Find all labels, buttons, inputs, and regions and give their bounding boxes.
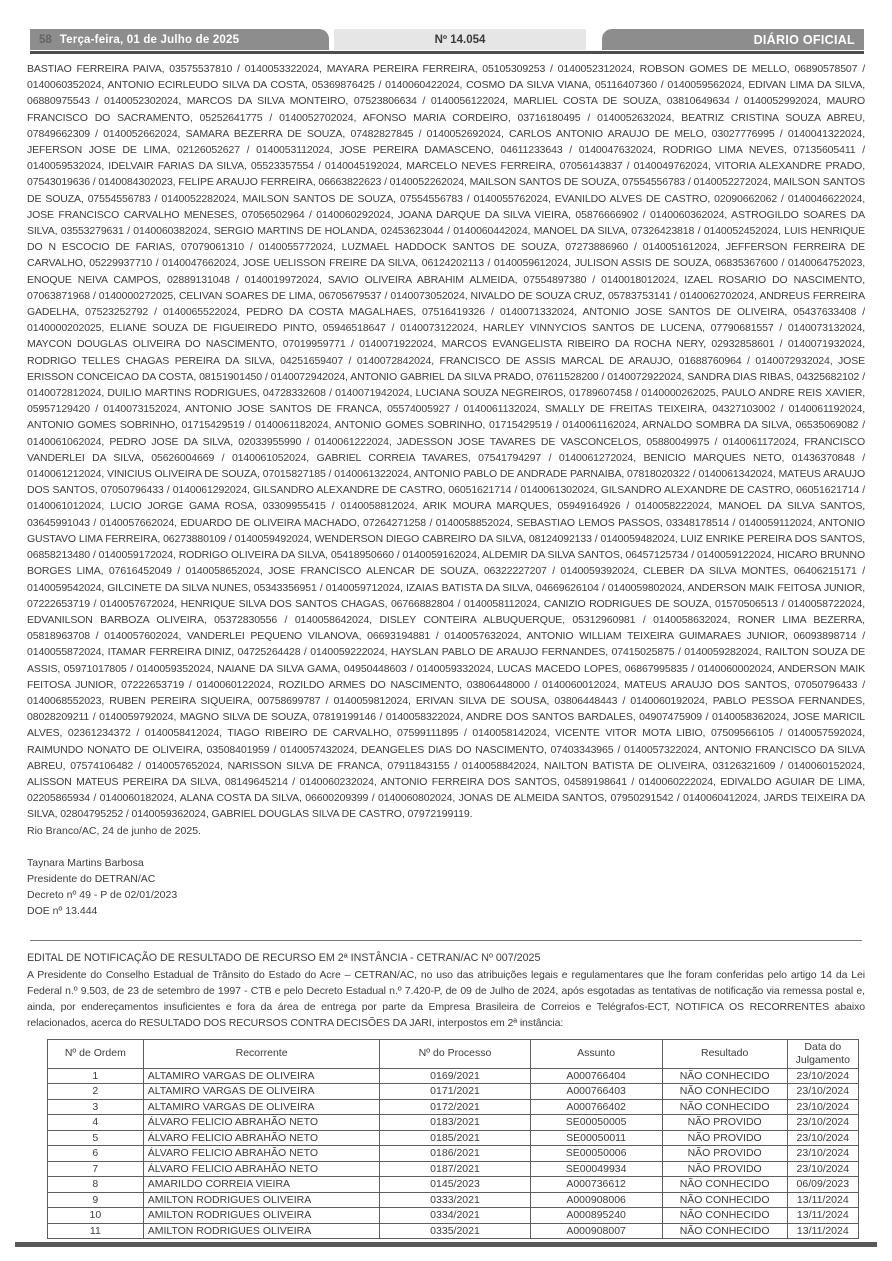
- table-row: [48, 1161, 859, 1177]
- table-cell: 0171/2021: [380, 1084, 530, 1100]
- table-cell: A000766402: [530, 1099, 662, 1115]
- table-cell: 8: [48, 1177, 144, 1193]
- table-cell: 0183/2021: [380, 1115, 530, 1131]
- table-cell: NÃO CONHECIDO: [662, 1192, 787, 1208]
- page-content: [27, 61, 865, 1239]
- col-header-resultado: Resultado: [662, 1039, 787, 1068]
- table-cell: 0145/2023: [380, 1177, 530, 1193]
- table-cell: ALTAMIRO VARGAS DE OLIVEIRA: [143, 1068, 380, 1084]
- bottom-rule: [15, 1242, 877, 1247]
- table-cell: ÁLVARO FELICIO ABRAHÃO NETO: [143, 1115, 380, 1131]
- table-cell: ÁLVARO FELICIO ABRAHÃO NETO: [143, 1146, 380, 1162]
- table-cell: 6: [48, 1146, 144, 1162]
- table-cell: 23/10/2024: [787, 1068, 858, 1084]
- table-cell: 23/10/2024: [787, 1115, 858, 1131]
- table-cell: 4: [48, 1115, 144, 1131]
- table-cell: 3: [48, 1099, 144, 1115]
- header-rule: [30, 51, 864, 54]
- edition-number: Nº 14.054: [434, 33, 486, 46]
- edital-body-paragraph: A Presidente do Conselho Estadual de Trânsito do Estado do Acre – CETRAN/AC, no uso das atribuições legais e regulamentares que lhe foram conferidas pelo artigo 14 da Lei Federal n.º 9.503, de 23 de setembro de 1997 - CTB e pelo Decreto Estadual n.º 7.420-P, de 09 de Julho de 2024, após esgotadas as tentativas de notificação via remessa postal e, ainda, por endereçamentos insuficientes e fora da área de entrega por parte da Empresa Brasileira de Correios e Telégrafos-ECT, NOTIFICA OS RECORRENTES abaixo relacionados, acerca do RESULTADO DOS RECURSOS CONTRA DECISÕES DA JARI, interpostos em 2ª instância:: [27, 968, 865, 1030]
- signatory-decree: Decreto nº 49 - P de 02/01/2023: [27, 889, 178, 902]
- col-header-assunto: Assunto: [530, 1039, 662, 1068]
- header-masthead-bar: [602, 29, 864, 50]
- table-cell: SE00050011: [530, 1130, 662, 1146]
- table-cell: A000736612: [530, 1177, 662, 1193]
- table-cell: 0334/2021: [380, 1208, 530, 1224]
- table-cell: 0185/2021: [380, 1130, 530, 1146]
- table-cell: AMILTON RODRIGUES OLIVEIRA: [143, 1208, 380, 1224]
- table-cell: 0333/2021: [380, 1192, 530, 1208]
- table-cell: 23/10/2024: [787, 1146, 858, 1162]
- col-header-data-julgamento: Data do Julgamento: [787, 1039, 858, 1068]
- table-cell: A000908007: [530, 1223, 662, 1239]
- table-cell: 13/11/2024: [787, 1192, 858, 1208]
- table-cell: NÃO CONHECIDO: [662, 1177, 787, 1193]
- table-cell: 7: [48, 1161, 144, 1177]
- edital-title: EDITAL DE NOTIFICAÇÃO DE RESULTADO DE RECURSO EM 2ª INSTÂNCIA - CETRAN/AC Nº 007/2025: [27, 951, 541, 964]
- table-cell: 0335/2021: [380, 1223, 530, 1239]
- table-cell: NÃO CONHECIDO: [662, 1099, 787, 1115]
- table-cell: AMILTON RODRIGUES OLIVEIRA: [143, 1223, 380, 1239]
- table-cell: NÃO PROVIDO: [662, 1146, 787, 1162]
- table-cell: NÃO CONHECIDO: [662, 1223, 787, 1239]
- table-cell: ÁLVARO FELICIO ABRAHÃO NETO: [143, 1161, 380, 1177]
- table-cell: NÃO CONHECIDO: [662, 1084, 787, 1100]
- table-cell: 13/11/2024: [787, 1208, 858, 1224]
- masthead-title: DIÁRIO OFICIAL: [753, 32, 855, 47]
- header-date: Terça-feira, 01 de Julho de 2025: [59, 33, 240, 46]
- notified-names-paragraph: BASTIAO FERREIRA PAIVA, 03575537810 / 0140053322024, MAYARA PEREIRA FERREIRA, 05105309253 / 0140052312024, ROBSON GOMES DE MELLO, 06890578507 / 0140060352024, ANTONIO ECIRLEUDO SILVA DA COSTA, 05369876425 / 0140060422024, COSMO DA SILVA VIANA, 05116407360 / 0140059562024, EDIVAN LIMA DA SILVA, 06880975543 / 0140052302024, MARCOS DA SILVA MONTEIRO, 07523806634 / 0140056122024, MARLIEL COSTA DE SOUZA, 03810649634 / 0140052992024, MAURO FRANCISCO DO SACRAMENTO, 05252641775 / 0140052702024, AFONSO MARIA CORDEIRO, 03716180495 / 0140052632024, BEATRIZ CRISTINA SOUZA ABREU, 07849662309 / 0140052662024, SAMARA BEZERRA DE SOUZA, 07482827845 / 0140052692024, CARLOS ANTONIO ARAUJO DE MELO, 03027776995 / 0140041322024, JEFERSON JOSE DE LIMA, 02126052627 / 0140053112024, JOSE PEREIRA DAMASCENO, 04611233643 / 0140047632024, RODRIGO LIMA NEVES, 07135605411 / 0140059532024, IDELVAIR FARIAS DA SILVA, 05523357554 / 0140045192024, MARCELO NEVES FERREIRA, 07056143837 / 0140049762024, VITORIA ALEXANDRE PRADO, 07543019636 / 0140084302023, FELIPE ARAUJO FERREIRA, 06663822623 / 0140052262024, MAILSON SANTOS DE SOUZA, 07554556783 / 0140052272024, MAILSON SANTOS DE SOUZA, 07554556783 / 0140052282024, MAILSON SANTOS DE SOUZA, 07554556783 / 0140055762024, EVANILDO ALVES DE CASTRO, 02090662062 / 0140046622024, JOSE FRANCISCO CARVALHO MENESES, 07056502964 / 0140060292024, JOANA DARQUE DA SILVA VIEIRA, 05876666902 / 0140060362024, ASTROGILDO SOARES DA SILVA, 03553279631 / 0140060382024, SERGIO MARTINS DE HOLANDA, 02453623044 / 0140060442024, MANOEL DA SILVA, 07326423818 / 0140052452024, LUIS HENRIQUE DO N ESCOCIO DE FARIAS, 07079061310 / 0140055772024, LUZMAEL HADDOCK SANTOS DE SOUZA, 07273886960 / 0140051612024, JEFFERSON FERREIRA DE CARVALHO, 05229937710 / 0140047662024, JOSE UELISSON FREIRE DA SILVA, 06124202113 / 0140059612024, JULISON ASSIS DE SOUZA, 06835367600 / 0140064752023, ENOQUE NEIVA CAMPOS, 02889131048 / 0140019972024, SAVIO OLIVEIRA ABRAHIM ALMEIDA, 07554897380 / 0140018012024, IZAEL ROSARIO DO NASCIMENTO, 07063871968 / 0140000272025, CELIVAN SOARES DE LIMA, 06705679537 / 0140073052024, NIVALDO DE SOUZA CRUZ, 05783753141 / 0140062702024, ANDREUS FERREIRA GADELHA, 07523252792 / 0140065522024, PEDRO DA COSTA MAGALHAES, 07516419326 / 0140071332024, ANTONIO JOSE SANTOS DE OLIVEIRA, 05437633408 / 0140000202025, ELIANE SOUZA DE FIGUEIREDO PINTO, 05946518647 / 0140073122024, HARLEY VINNYCIOS SANTOS DE LUCENA, 07790681557 / 0140073132024, MAYCON DOUGLAS OLIVEIRA DO NASCIMENTO, 07019959771 / 0140071922024, MARCOS EVANGELISTA RIBEIRO DA ROCHA NERY, 02932858601 / 0140071932024, RODRIGO TELLES CHAGAS PEREIRA DA SILVA, 04251659407 / 0140072842024, FRANCISCO DE ASSIS MARCAL DE ARAUJO, 01688760964 / 0140072932024, JOSE ERISSON CONCEICAO DA COSTA, 08151901450 / 0140072942024, ANTONIO GABRIEL DA SILVA PRADO, 07611528200 / 0140072922024, SANDRA DIAS RIBAS, 04325682102 / 0140072812024, DUILIO MARTINS RODRIGUES, 04728332608 / 0140071942024, LUCIANA SOUZA NEGREIROS, 01789607458 / 0140000262025, PAULO ANDRE REIS XAVIER, 05957129420 / 0140073152024, ANTONIO JOSE SANTOS DE FRANCA, 05574005927 / 0140061132024, SMALLY DE FREITAS TEIXEIRA, 04327103002 / 0140061192024, ANTONIO GOMES SOBRINHO, 01715429519 / 0140061182024, ANTONIO GOMES SOBRINHO, 01715429519 / 0140061162024, ARNALDO SOMBRA DA SILVA, 06535069082 / 0140061062024, PEDRO JOSE DA SILVA, 02033955990 / 0140061222024, JADESSON JOSE TAVARES DE VASCONCELOS, 05880049975 / 0140061172024, FRANCISCO VANDERLEI DA SILVA, 05626004669 / 0140061052024, GABRIEL CORREIA TAVARES, 07541794297 / 0140061272024, BENICIO MARQUES NETO, 01436370848 / 0140061212024, VINICIUS OLIVEIRA DE SOUZA, 07015827185 / 0140061322024, ANTONIO PABLO DE ANDRADE PARNAIBA, 07818020322 / 0140061342024, MATEUS ARAUJO DOS SANTOS, 07050796433 / 0140061292024, GILSANDRO ALEXANDRE DE CASTRO, 06051621714 / 0140061302024, GILSANDRO ALEXANDRE DE CASTRO, 06051621714 / 0140061012024, LUCIO JORGE GAMA ROSA, 03309955415 / 0140058812024, ARIK MOURA MARQUES, 05949164926 / 0140058222024, MANOEL DA SILVA SANTOS, 03645991043 / 0140057662024, EDUARDO DE OLIVEIRA MACHADO, 07264271258 / 0140058852024, SEBASTIAO LEMOS PASSOS, 03348178514 / 0140059112024, ANTONIO GUSTAVO LIMA FERREIRA, 06273880109 / 0140059492024, WENDERSON DIEGO CABREIRO DA SILVA, 08124092133 / 0140059482024, LUIZ ENRIKE PEREIRA DOS SANTOS, 06858213480 / 0140059172024, RODRIGO OLIVEIRA DA SILVA, 05418950660 / 0140059162024, ALDEMIR DA SILVA SANTOS, 06457125734 / 0140059122024, HICARO BRUNNO BORGES LIMA, 07616452049 / 0140058652024, JOSE FRANCISCO ALENCAR DE SOUZA, 06322227207 / 0140059392024, CLEBER DA SILVA MONTES, 06406215171 / 0140059542024, GILCINETE DA SILVA NUNES, 05343356951 / 0140059712024, IZAIAS BATISTA DA SILVA, 04669626104 / 0140059802024, ANDERSON MAIK FEITOSA JUNIOR, 07222653719 / 0140057672024, HENRIQUE SILVA DOS SANTOS CHAGAS, 06766882804 / 0140058112024, CANIZIO RODRIGUES DE SOUZA, 01570506513 / 0140058722024, EDVANILSON BARBOZA OLIVEIRA, 05372830556 / 0140058642024, DISLEY CONTEIRA ALBUQUERQUE, 05312960981 / 0140058632024, RONER LIMA BEZERRA, 05818963708 / 0140057602024, VANDERLEI PEQUENO VILANOVA, 06693194881 / 0140057632024, ANTONIO WILLIAM TEIXEIRA GUIMARAES JUNIOR, 06093898714 / 0140055872024, ITAMAR FERREIRA DINIZ, 04725264428 / 0140059222024, HAYSLAN PABLO DE ARAUJO FERNANDES, 07415025875 / 0140059282024, RAILTON SOUZA DE ASSIS, 05971017805 / 0140059352024, NAIANE DA SILVA GAMA, 04950448603 / 0140059332024, LUCAS MACEDO LOPES, 06867995835 / 0140060002024, ANDERSON MAIK FEITOSA JUNIOR, 07222653719 / 0140060122024, ROZILDO ARMES DO NASCIMENTO, 03806448000 / 0140060012024, MATEUS ARAUJO DOS SANTOS, 07050796433 / 0140068552023, RUBEN PEREIRA SIQUEIRA, 00758699787 / 0140059812024, ERIVAN SILVA DE SOUSA, 03806448443 / 0140060192024, PABLO PESSOA FERNANDES, 08028209211 / 0140059792024, MAGNO SILVA DE SOUZA, 07819199146 / 0140058322024, ANDRE DOS SANTOS BARDALES, 04907475909 / 0140058362024, JOSE MARICIL ALVES, 02361234372 / 0140058412024, TIAGO RIBEIRO DE CARVALHO, 07599111895 / 0140058142024, VICENTE VITOR MOTA LIBIO, 07509566105 / 0140057592024, RAIMUNDO NONATO DE OLIVEIRA, 03508401959 / 0140057432024, DEANGELES DIAS DO NASCIMENTO, 07403343965 / 0140057322024, ANTONIO FRANCISCO DA SILVA ABREU, 07574106482 / 0140057652024, NARISSON SILVA DE FRANCA, 07911843155 / 0140058842024, NAILTON BATISTA DE OLIVEIRA, 03126321609 / 0140060152024, ALISSON MATEUS PEREIRA DA SILVA, 08149645214 / 0140060232024, ANTONIO FERREIRA DOS SANTOS, 04589198641 / 0140060222024, EDIVALDO AGUIAR DE LIMA, 02205865934 / 0140060182024, ALANA COSTA DA SILVA, 06600209399 / 0140060802024, JONAS DE ALMEIDA SANTOS, 07950291542 / 0140060412024, JARDS TEIXEIRA DA SILVA, 02804795252 / 0140059362024, GABRIEL DOUGLAS SILVA DE CASTRO, 07972199119.: [27, 63, 865, 821]
- header-gap: [586, 29, 602, 50]
- table-cell: 5: [48, 1130, 144, 1146]
- table-header-row: [48, 1039, 859, 1068]
- table-cell: 10: [48, 1208, 144, 1224]
- col-header-recorrente: Recorrente: [143, 1039, 380, 1068]
- header-edition-bar: [334, 29, 586, 50]
- table-cell: 0172/2021: [380, 1099, 530, 1115]
- signatory-role: Presidente do DETRAN/AC: [27, 872, 156, 885]
- results-table-body: [48, 1068, 859, 1239]
- col-header-processo: Nº do Processo: [380, 1039, 530, 1068]
- table-cell: 23/10/2024: [787, 1161, 858, 1177]
- table-cell: 11: [48, 1223, 144, 1239]
- table-cell: SE00050005: [530, 1115, 662, 1131]
- table-row: [48, 1208, 859, 1224]
- table-cell: NÃO CONHECIDO: [662, 1068, 787, 1084]
- table-cell: 0187/2021: [380, 1161, 530, 1177]
- table-cell: 23/10/2024: [787, 1099, 858, 1115]
- header-date-bar: [30, 29, 329, 50]
- table-row: [48, 1115, 859, 1131]
- signatory-name: Taynara Martins Barbosa: [27, 856, 144, 869]
- table-cell: NÃO PROVIDO: [662, 1115, 787, 1131]
- edital-section: [27, 950, 865, 1032]
- table-cell: 23/10/2024: [787, 1130, 858, 1146]
- table-cell: SE00050006: [530, 1146, 662, 1162]
- table-cell: 1: [48, 1068, 144, 1084]
- table-cell: ALTAMIRO VARGAS DE OLIVEIRA: [143, 1099, 380, 1115]
- col-header-order: Nº de Ordem: [48, 1039, 144, 1068]
- table-row: [48, 1177, 859, 1193]
- table-row: [48, 1099, 859, 1115]
- table-cell: NÃO PROVIDO: [662, 1130, 787, 1146]
- table-cell: A000908006: [530, 1192, 662, 1208]
- table-cell: ÁLVARO FELICIO ABRAHÃO NETO: [143, 1130, 380, 1146]
- table-cell: ALTAMIRO VARGAS DE OLIVEIRA: [143, 1084, 380, 1100]
- page-header: [30, 29, 864, 50]
- table-cell: NÃO PROVIDO: [662, 1161, 787, 1177]
- place-date-line: Rio Branco/AC, 24 de junho de 2025.: [27, 824, 201, 837]
- table-cell: 0186/2021: [380, 1146, 530, 1162]
- table-cell: 2: [48, 1084, 144, 1100]
- results-table: [47, 1039, 859, 1240]
- signature-block: [27, 855, 865, 920]
- table-row: [48, 1068, 859, 1084]
- table-cell: SE00049934: [530, 1161, 662, 1177]
- table-cell: 23/10/2024: [787, 1084, 858, 1100]
- table-cell: NÃO CONHECIDO: [662, 1208, 787, 1224]
- signatory-doe: DOE nº 13.444: [27, 905, 98, 918]
- table-row: [48, 1084, 859, 1100]
- table-row: [48, 1130, 859, 1146]
- table-row: [48, 1192, 859, 1208]
- table-cell: A000766404: [530, 1068, 662, 1084]
- table-row: [48, 1223, 859, 1239]
- table-cell: 9: [48, 1192, 144, 1208]
- table-cell: 06/09/2023: [787, 1177, 858, 1193]
- table-cell: A000895240: [530, 1208, 662, 1224]
- table-row: [48, 1146, 859, 1162]
- section-divider: [30, 940, 862, 941]
- table-cell: 13/11/2024: [787, 1223, 858, 1239]
- table-cell: AMILTON RODRIGUES OLIVEIRA: [143, 1192, 380, 1208]
- table-cell: 0169/2021: [380, 1068, 530, 1084]
- page-number: 58: [39, 33, 52, 46]
- table-cell: AMARILDO CORREIA VIEIRA: [143, 1177, 380, 1193]
- table-cell: A000766403: [530, 1084, 662, 1100]
